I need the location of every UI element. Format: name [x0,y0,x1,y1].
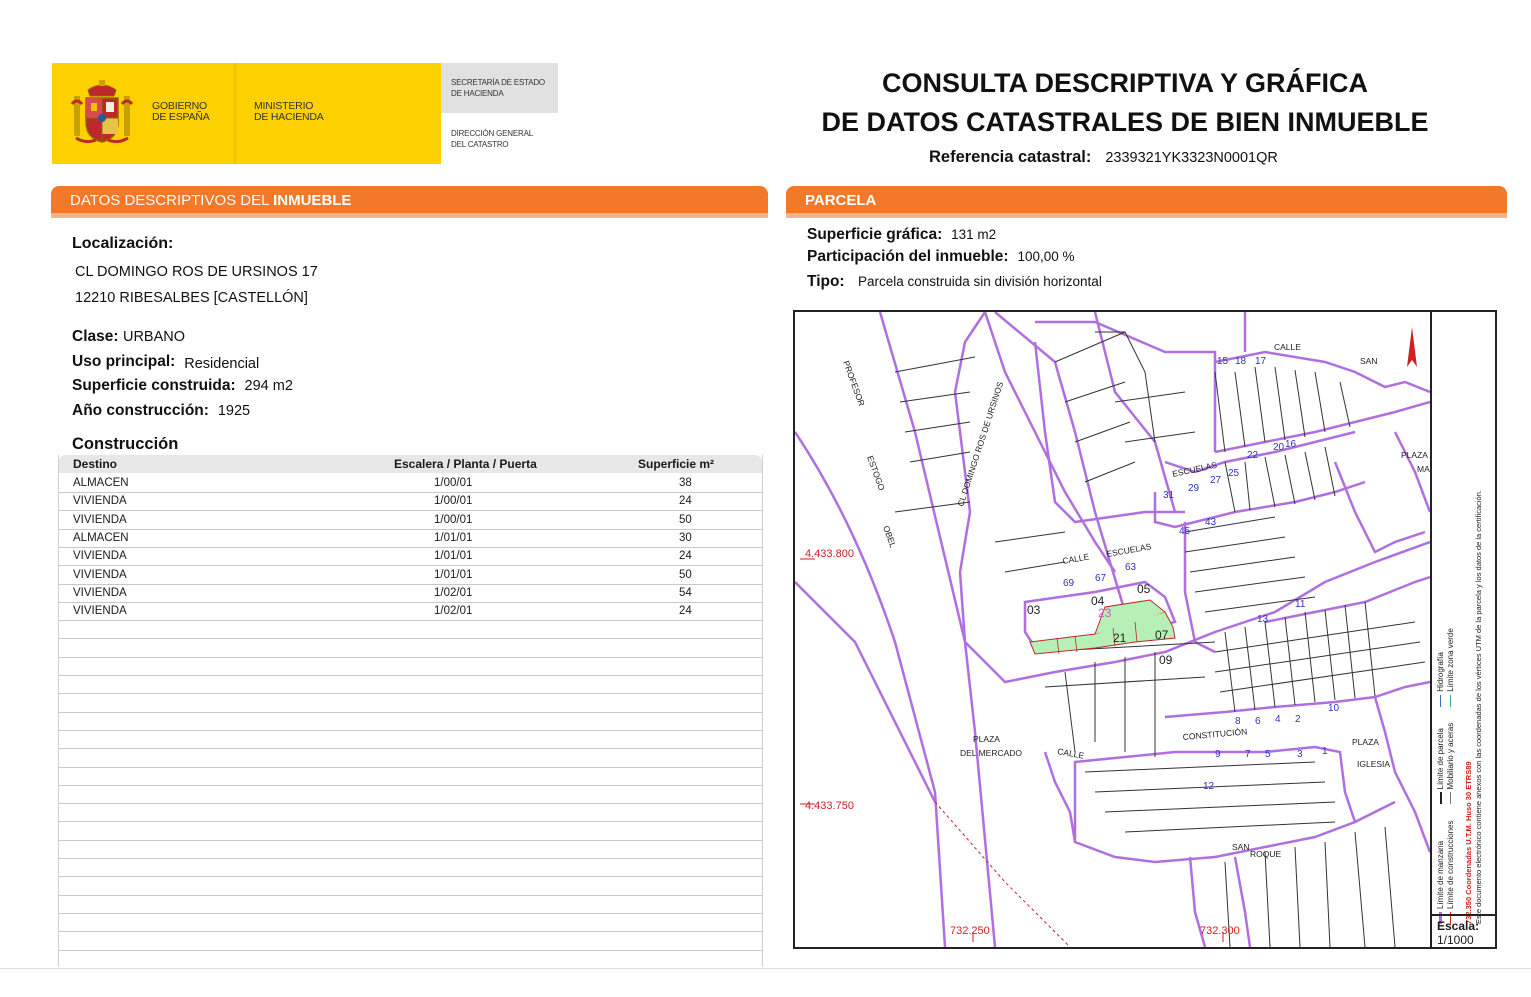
cell-destino: VIVIENDA [73,586,127,599]
address-line1: CL DOMINGO ROS DE URSINOS 17 [75,264,318,280]
logo-direccion-text: DIRECCIÓN GENERAL DEL CATASTRO [451,129,533,149]
table-row [59,785,762,804]
parcel-label: 69 [1063,578,1075,589]
cell-escalera: 1/01/01 [434,550,473,563]
cell-superficie: 24 [679,495,692,508]
table-row [59,566,762,585]
table-row [59,639,762,658]
cell-destino: ALMACEN [73,477,129,489]
parcel-label: 43 [1205,517,1217,528]
parcel-label: 27 [1210,475,1222,486]
header-destino: Destino [73,457,118,471]
street-label: ESCUELAS [1171,459,1218,479]
cell-escalera: 1/02/01 [434,586,473,599]
coord-y2: 4.433.750 [805,800,854,812]
page-bottom-line [0,968,1531,969]
parcel-label: 16 [1285,439,1297,450]
parcel-label: 9 [1215,749,1221,760]
table-row [59,675,762,694]
legend-mobiliario: Mobiliario y aceras [1446,723,1456,805]
anio-row: Año construcción: 1925 [72,402,251,419]
cell-destino: VIVIENDA [73,513,127,526]
logo-secretaria-text: SECRETARÍA DE ESTADO DE HACIENDA [451,78,545,98]
map-legend [1434,318,1496,924]
street-label: CL DOMINGO ROS DE URSINOS [955,380,1006,508]
cell-destino: VIVIENDA [73,495,127,508]
parcel-label: 04 [1091,594,1105,608]
parcel-label: 6 [1255,716,1261,727]
table-row [59,511,762,530]
parcel-label: 63 [1125,562,1137,573]
street-label: OBEL [881,524,899,550]
header-escalera: Escalera / Planta / Puerta [394,457,537,471]
page-title: CONSULTA DESCRIPTIVA Y GRÁFICA DE DATOS CATASTRALES DE BIEN INMUEBLE [821,68,1429,137]
table-row [59,620,762,639]
table-row [59,913,762,932]
table-row [59,858,762,877]
street-label: PLAZA [973,734,1000,744]
parcel-label: 11 [1295,599,1306,610]
table-row [59,932,762,951]
cell-escalera: 1/01/01 [434,568,473,581]
parcel-label: 29 [1188,483,1200,494]
table-row [59,767,762,786]
table-row [59,895,762,914]
parcel-label: 25 [1228,468,1240,479]
table-row [59,840,762,859]
cell-destino: VIVIENDA [73,568,127,581]
parcel-label: 12 [1203,781,1215,792]
table-row [59,657,762,676]
parcel-label: 13 [1257,614,1269,625]
header-superficie: Superficie m² [638,457,715,471]
cell-escalera: 1/02/01 [434,605,473,618]
legend-limite-parcela: Límite de parcela [1436,723,1446,805]
parcel-label: 18 [1235,356,1247,367]
construccion-table [58,455,763,967]
street-label: PLAZA [1401,450,1428,460]
parcel-label: 1 [1322,746,1328,757]
legend-hidrografia: Hidrografía [1436,628,1446,707]
street-label: PLAZA [1352,737,1379,747]
section-bar-shadow [51,213,768,218]
street-label: IGLESIA [1357,759,1391,769]
street-label: ESCUELAS [1105,541,1153,559]
cell-escalera: 1/00/01 [434,477,473,489]
parcel-label: 67 [1095,573,1107,584]
legend-limite-construcciones: Límite de construcciones [1446,821,1456,925]
street-label: CALLE [1056,746,1085,761]
table-row [59,694,762,713]
parcel-label: 3 [1297,749,1303,760]
table-row [59,877,762,896]
parcel-label: 21 [1113,631,1127,645]
table-row [59,749,762,768]
legend-note: 732.350 Coordenadas U.T.M. Huso 30 ETRS89 [1464,761,1473,924]
table-row [59,492,762,511]
street-label: DEL MERCADO [960,748,1023,758]
parcel-label: 8 [1235,716,1241,727]
address-line2: 12210 RIBESALBES [CASTELLÓN] [75,290,308,306]
cell-superficie: 30 [679,531,692,544]
cell-superficie: 38 [679,477,692,489]
street-label: CALLE [1274,342,1301,352]
parcel-label: 05 [1137,582,1151,596]
parcel-label: 03 [1027,603,1041,617]
cell-escalera: 1/00/01 [434,495,473,508]
parcel-label: 5 [1265,749,1271,760]
table-row [59,602,762,621]
table-row [59,822,762,841]
table-header [59,455,762,473]
parcel-label: 20 [1273,442,1285,453]
superficie-row: Superficie construida: 294 m2 [72,377,293,394]
scale-box [1432,914,1496,948]
logo-divider [234,63,236,164]
section-bar-datos: DATOS DESCRIPTIVOS DEL INMUEBLE [51,186,768,213]
referencia-catastral [929,148,1278,167]
legend-divider [1430,312,1432,948]
scale-value: 1/1000 [1437,933,1474,947]
street-label: CONSTITUCIÓN [1182,726,1248,742]
table-row [59,529,762,548]
coord-y1: 4.433.800 [805,548,854,560]
construccion-label: Construcción [72,435,179,453]
sup-grafica-row: Superficie gráfica: 131 m2 [807,226,997,243]
ref-value: 2339321YK3323N0001QR [1105,150,1278,166]
parcel-label: 4 [1275,714,1281,725]
table-row [59,474,762,493]
cell-superficie: 24 [679,605,692,618]
logo-ministerio-text: MINISTERIO DE HACIENDA [254,100,324,123]
coord-x1: 732.250 [950,925,990,937]
logo-gobierno-text: GOBIERNO DE ESPAÑA [152,100,210,123]
legend-zona-verde: Límite zona verde [1446,628,1456,707]
parcel-label: 31 [1163,490,1175,501]
street-label: MA [1417,464,1430,474]
street-label: ROQUE [1250,849,1282,859]
participacion-row: Participación del inmueble: 100,00 % [807,248,1075,265]
table-row [59,712,762,731]
parcel-label: 23 [1098,606,1112,620]
parcel-label: 17 [1255,356,1267,367]
localizacion-label: Localización: [72,235,174,252]
table-row [59,547,762,566]
cell-destino: VIVIENDA [73,550,127,563]
table-row [59,803,762,822]
street-label: CALLE [1061,551,1090,566]
section-bar-shadow [786,213,1507,218]
cell-escalera: 1/00/01 [434,513,473,526]
legend-electronic-note: Este documento electrónico contiene anexos con las coordenadas de los vértices UTM de la parcela y los datos de la certificación. [1474,490,1483,924]
parcel-label: 45 [1179,526,1191,537]
table-row [59,730,762,749]
street-label: SAN [1360,356,1378,366]
legend-limite-manzana: Límite de manzana [1436,821,1446,925]
tipo-row: Tipo: Parcela construida sin división horizontal [807,273,1102,290]
table-row [59,584,762,603]
ref-label: Referencia catastral: [929,148,1092,166]
table-row [59,950,762,969]
parcel-label: 07 [1155,628,1169,642]
cell-superficie: 50 [679,513,692,526]
cell-superficie: 54 [679,586,692,599]
cell-destino: VIVIENDA [73,605,127,618]
coord-x2: 732.300 [1200,925,1240,937]
parcel-label: 7 [1245,749,1251,760]
parcel-label: 15 [1217,356,1229,367]
cell-superficie: 24 [679,550,692,563]
uso-row: Uso principal: Residencial [72,353,260,372]
street-label: PROFESOR [841,359,867,408]
parcel-label: 22 [1247,450,1259,461]
map-canvas [795,312,1430,947]
clase-row: Clase: URBANO [72,328,186,345]
street-label: ESTOGO [865,454,887,492]
parcel-label: 10 [1328,703,1340,714]
cell-superficie: 50 [679,568,692,581]
parcel-label: 09 [1159,653,1173,667]
cell-escalera: 1/01/01 [434,531,473,544]
street-label: SAN [1232,842,1250,852]
parcel-label: 2 [1295,714,1301,725]
section-bar-parcela: PARCELA [786,186,1507,213]
scale-label: Escala: [1437,919,1480,933]
cell-destino: ALMACEN [73,531,129,544]
coat-of-arms-icon [66,78,138,150]
